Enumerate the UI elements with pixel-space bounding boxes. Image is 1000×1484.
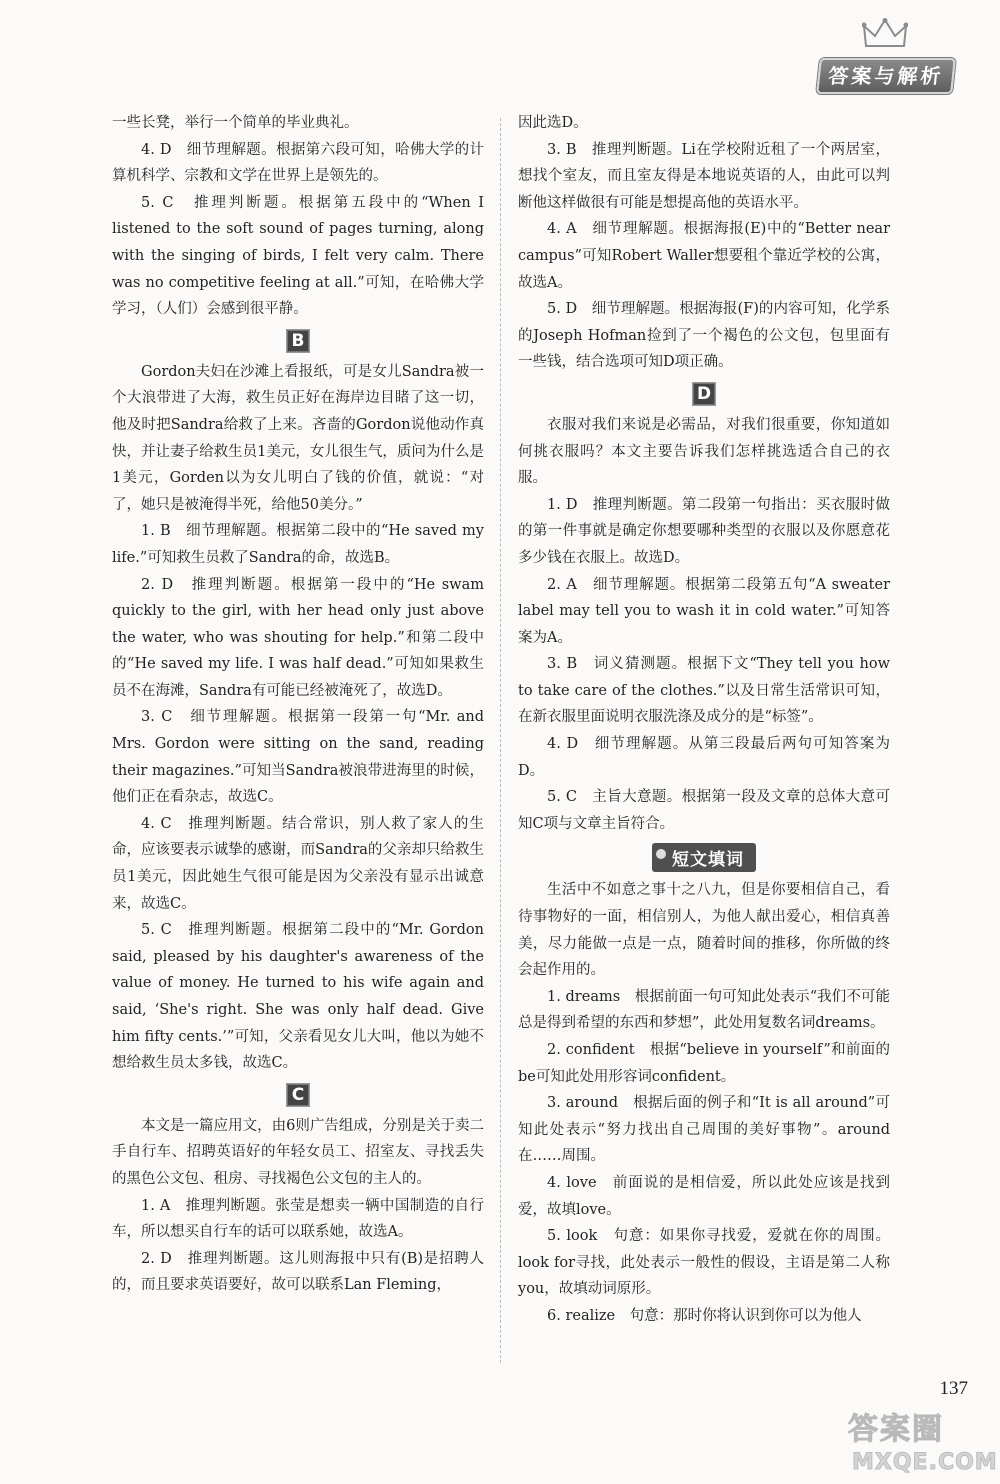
watermark-url: MXQE.COM (852, 1450, 998, 1475)
paragraph: 一些长凳，举行一个简单的毕业典礼。 (112, 115, 359, 131)
section-intro: Gordon夫妇在沙滩上看报纸，可是女儿Sandra被一个大浪带进了大海，救生员正好在海岸边目睹了这一切，他及时把Sandra给救了上来。吝啬的Gordon说他动作真快，并让妻子给救生员1美元，女儿很生气，质问为什么是1美元，Gorden以为女儿明白了钱的价值，就说：“对了，她只是被淹得半死，给他50美分。” (112, 363, 484, 513)
answer-item: 2. D 推理判断题。这儿则海报中只有(B)是招聘人的，而且要求英语要好，故可以联系Lan Fleming， (112, 1250, 484, 1294)
section-d-heading: D (518, 376, 890, 412)
answer-item: 2. A 细节理解题。根据第二段第五句“A sweater label may tell you to wash it in cold water.”可知答案为A。 (518, 576, 890, 646)
answer-item: 4. C 推理判断题。结合常识，别人救了家人的生命，应该要表示诚挚的感谢，而Sandra的父亲却只给救生员1美元，因此她生气很可能是因为父亲没有显示出诚意来，故选C。 (112, 815, 484, 912)
answer-item: 2. confident 根据“believe in yourself”和前面的be可知此处用形容词confident。 (518, 1042, 890, 1085)
answer-item: 3. B 词义猜测题。根据下文“They tell you how to take care of the clothes.”以及日常生活常识可知，在新衣服里面说明衣服洗涤及成分的是“标签”。 (518, 656, 890, 726)
answer-item: 1. B 细节理解题。根据第二段中的“He saved my life.”可知救生员救了Sandra的命，故选B。 (112, 523, 484, 566)
answer-item: 5. C 推理判断题。根据第五段中的“When I listened to the soft sound of pages turning, along with the singing of birds, I felt very calm. There was no competitive feeling at all.”可知，在哈佛大学学习，（人们）会感到很平静。 (112, 194, 484, 318)
cloze-section-banner: 短文填词 (518, 837, 890, 877)
answer-item: 4. love 前面说的是相信爱，所以此处应该是找到爱，故填love。 (518, 1174, 890, 1218)
watermark-text: 答案圈 (848, 1412, 944, 1447)
answer-item: 1. dreams 根据前面一句可知此处表示“我们不可能总是得到希望的东西和梦想”，此处用复数名词dreams。 (518, 988, 890, 1032)
watermark-logo (848, 1392, 1000, 1484)
answer-item: 4. D 细节理解题。从第三段最后两句可知答案为D。 (518, 736, 890, 779)
paragraph: 因此选D。 (518, 115, 588, 131)
answer-item: 5. C 主旨大意题。根据第一段及文章的总体大意可知C项与文章主旨符合。 (518, 789, 890, 832)
crown-icon (862, 18, 908, 52)
section-c-heading: C (112, 1077, 484, 1113)
section-b-heading: B (112, 323, 484, 359)
section-intro: 本文是一篇应用文，由6则广告组成，分别是关于卖二手自行车、招聘英语好的年轻女员工、招室友、寻找丢失的黑色公文包、租房、寻找褐色公文包的主人的。 (112, 1117, 484, 1187)
answer-item: 1. D 推理判断题。第二段第一句指出：买衣服时做的第一件事就是确定你想要哪种类型的衣服以及你愿意花多少钱在衣服上。故选D。 (518, 496, 890, 566)
section-intro: 生活中不如意之事十之八九，但是你要相信自己，看待事物好的一面，相信别人，为他人献出爱心，相信真善美，尽力能做一点是一点，随着时间的推移，你所做的终会起作用的。 (518, 882, 890, 979)
section-intro: 衣服对我们来说是必需品，对我们很重要，你知道如何挑衣服吗？本文主要告诉我们怎样挑选适合自己的衣服。 (518, 416, 890, 487)
answer-item: 3. B 推理判断题。Li在学校附近租了一个两居室，想找个室友，而且室友得是本地说英语的人，由此可以判断他这样做很有可能是想提高他的英语水平。 (518, 141, 890, 211)
column-divider (500, 118, 501, 1363)
answer-item: 3. C 细节理解题。根据第一段第一句“Mr. and Mrs. Gordon were sitting on the sand, reading their magazines.”可知当Sandra被浪带进海里的时候，他们正在看杂志，故选C。 (112, 709, 484, 806)
answer-item: 3. around 根据后面的例子和“It is all around”可知此处表示“努力找出自己周围的美好事物”。around在……周围。 (518, 1095, 890, 1165)
answer-item: 4. A 细节理解题。根据海报(E)中的“Better near campus”可知Robert Waller想要租个靠近学校的公寓，故选A。 (518, 221, 890, 291)
answer-item: 5. C 推理判断题。根据第二段中的“Mr. Gordon said, pleased by his daughter's awareness of the value of money. He turned to his wife again and said, ‘She's right. She was only half dead. Give him fifty cents.’”可知，父亲看见女儿大叫，他以为她不想给救生员太多钱，故选C。 (112, 922, 484, 1072)
answer-item: 4. D 细节理解题。根据第六段可知，哈佛大学的计算机科学、宗教和文学在世界上是领先的。 (112, 141, 484, 185)
answer-item: 5. D 细节理解题。根据海报(F)的内容可知，化学系的Joseph Hofman捡到了一个褐色的公文包，包里面有一些钱，结合选项可知D项正确。 (518, 301, 890, 371)
badge-label: 答案与解析 (816, 58, 956, 94)
page-number: 137 (939, 1378, 968, 1399)
answer-item: 1. A 推理判断题。张莹是想卖一辆中国制造的自行车，所以想买自行车的话可以联系她，故选A。 (112, 1197, 484, 1241)
right-column (518, 110, 890, 1330)
header-badge (810, 18, 960, 98)
left-column (112, 110, 484, 1299)
answer-item: 6. realize 句意：那时你将认识到你可以为他人 (547, 1307, 862, 1324)
answer-item: 2. D 推理判断题。根据第一段中的“He swam quickly to the girl, with her head only just above the water, who was shouting for help.”和第二段中的“He saved my life. I was half dead.”可知如果救生员不在海滩，Sandra有可能已经被淹死了，故选D。 (112, 576, 484, 699)
answer-item: 5. look 句意：如果你寻找爱，爱就在你的周围。look for寻找，此处表示一般性的假设，主语是第二人称you，故填动词原形。 (518, 1228, 890, 1298)
